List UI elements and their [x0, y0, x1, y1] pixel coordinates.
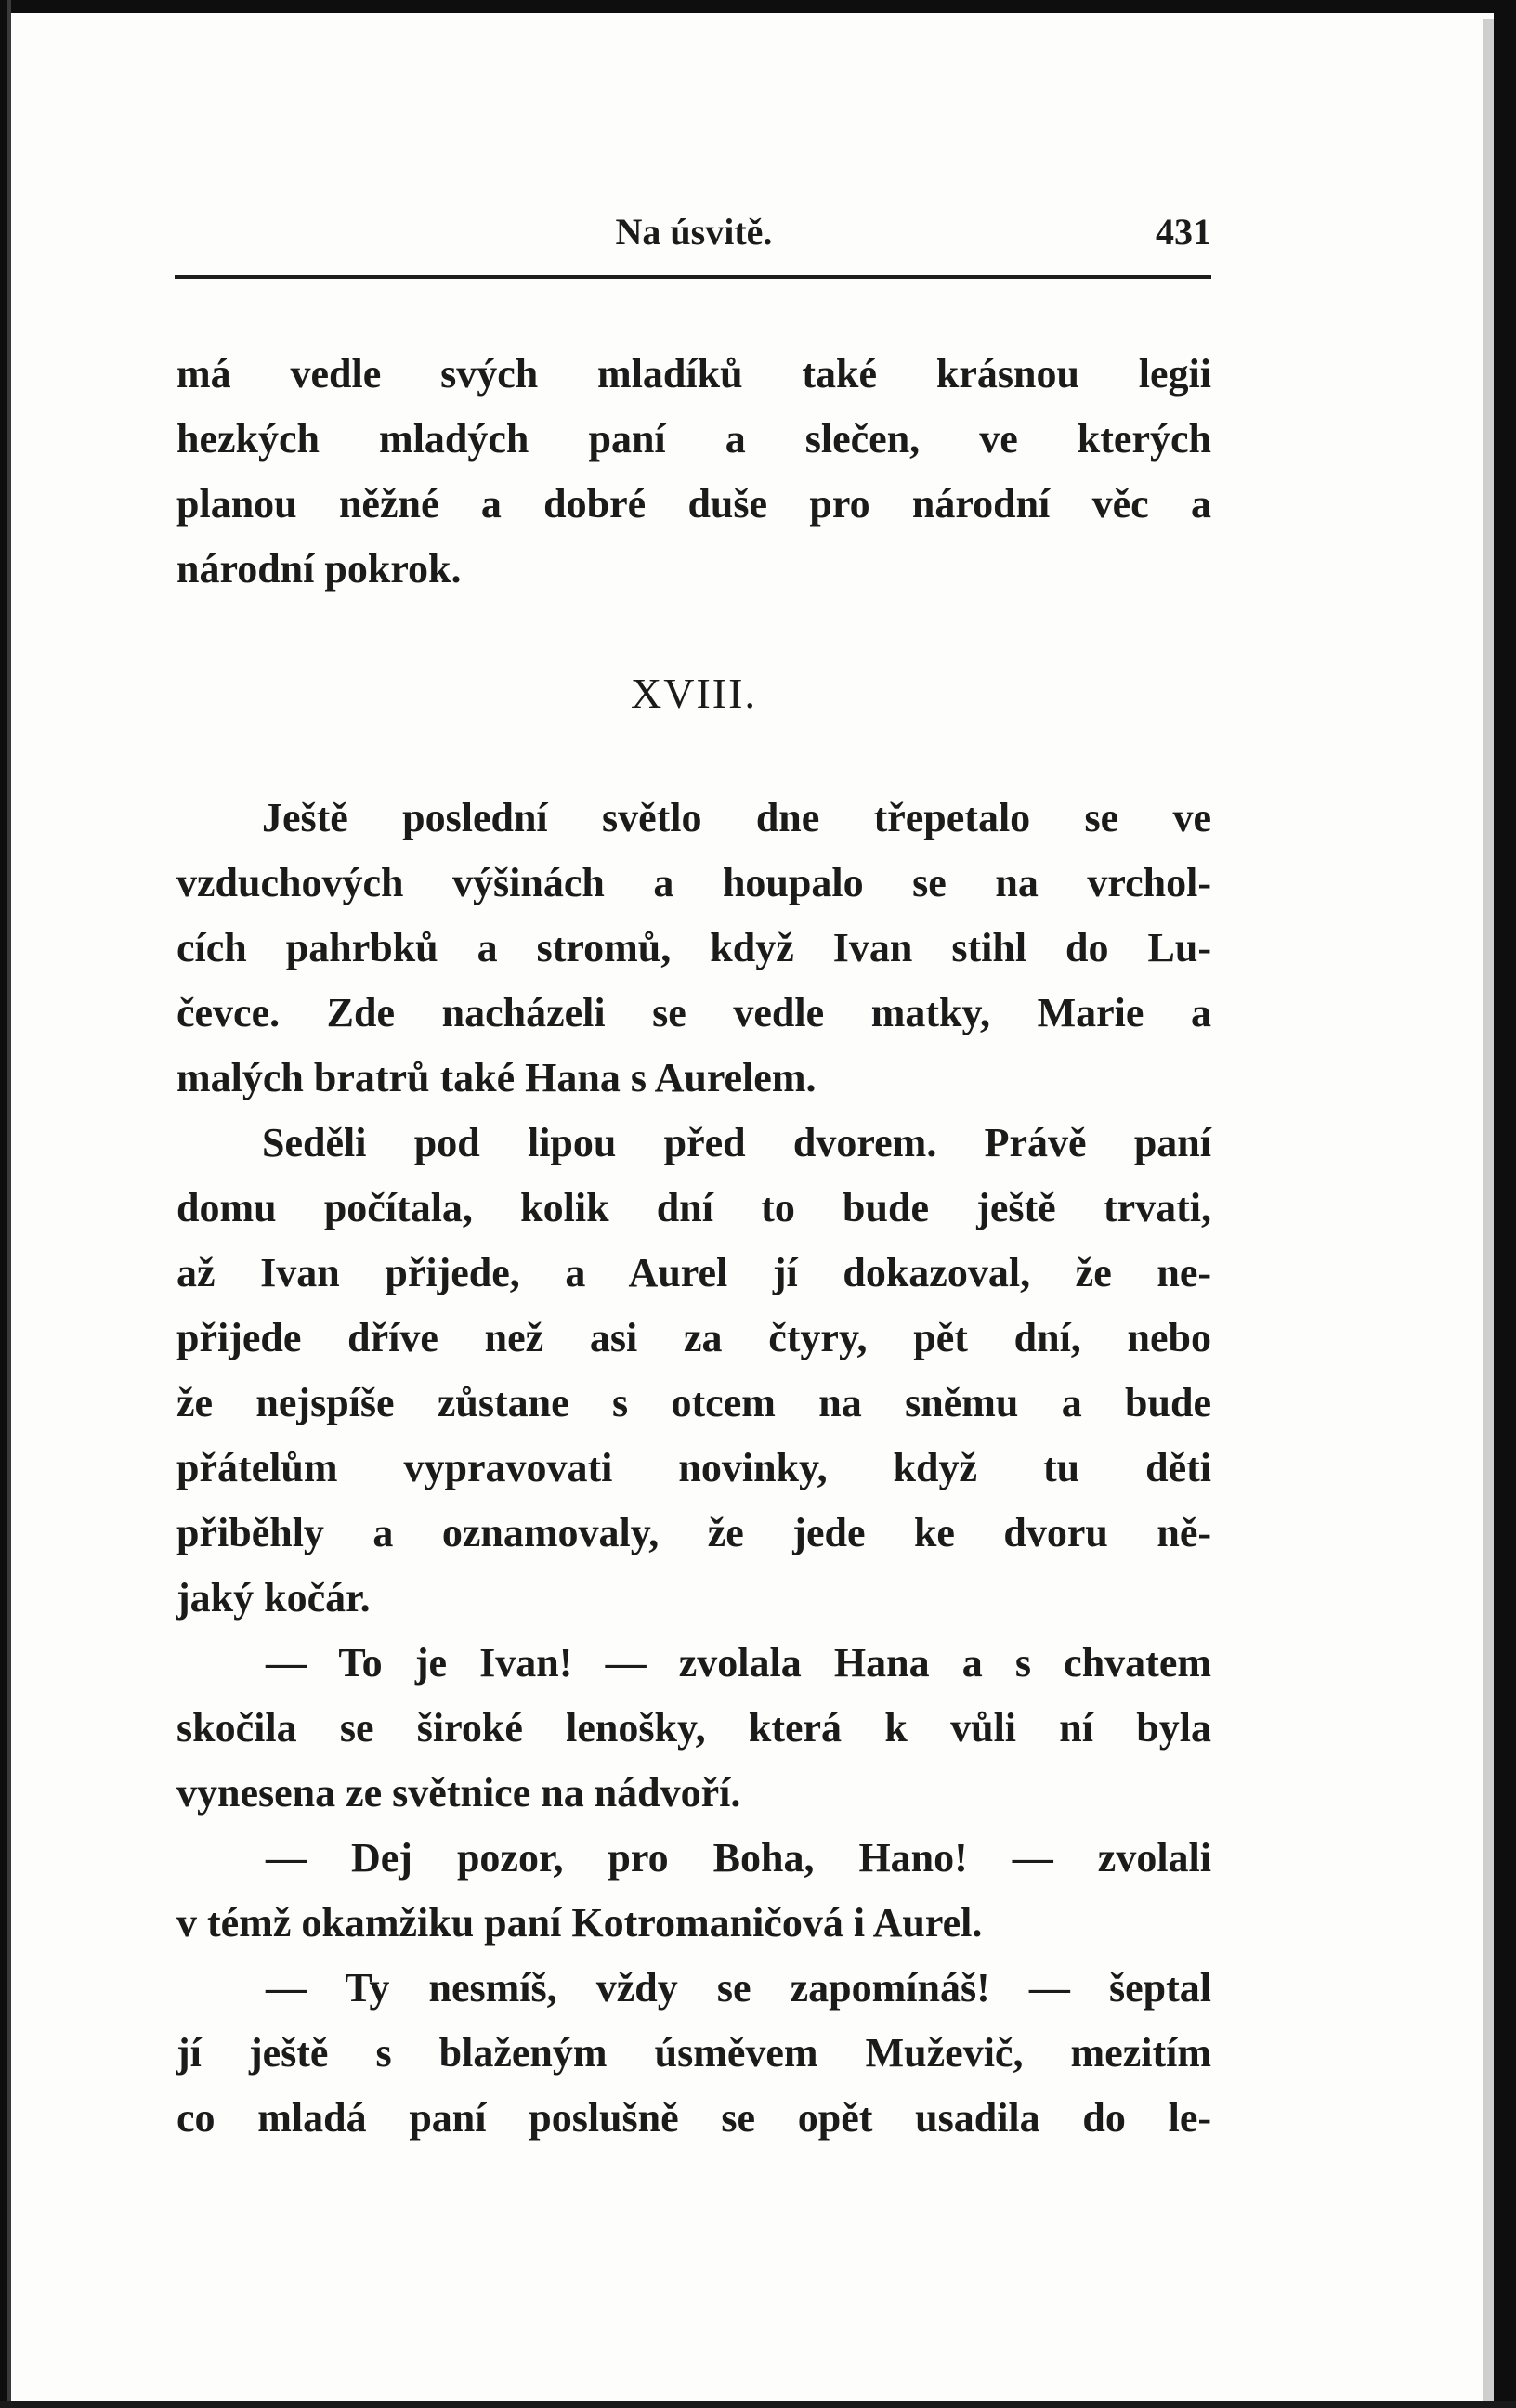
text-line: čevce. Zde nacházeli se vedle matky, Marie a [176, 990, 1211, 1035]
text-line: v témž okamžiku paní Kotromaničová i Aurel. [176, 1900, 983, 1946]
text-line: přátelům vypravovati novinky, když tu děti [176, 1445, 1211, 1490]
paragraph [176, 1826, 1211, 1956]
text-line: malých bratrů také Hana s Aurelem. [176, 1055, 817, 1100]
scan-border-right-shadow [1483, 19, 1494, 2408]
paragraph [176, 342, 1211, 602]
text-line: přijede dříve než asi za čtyry, pět dní, nebo [176, 1315, 1211, 1360]
text-line: domu počítala, kolik dní to bude ještě trvati, [176, 1185, 1211, 1230]
page-header [176, 210, 1211, 266]
text-line: — To je Ivan! — zvolala Hana a s chvatem [266, 1640, 1211, 1686]
scan-border-right [1494, 0, 1516, 2408]
scan-border-bottom [0, 2401, 1516, 2408]
text-line: vynesena ze světnice na nádvoří. [176, 1770, 741, 1816]
page-number: 431 [1156, 211, 1211, 253]
text-line: národní pokrok. [176, 546, 462, 592]
text-line: jí ještě s blaženým úsměvem Muževič, mezitím [176, 2030, 1211, 2076]
text-line: přiběhly a oznamovaly, že jede ke dvoru ně- [176, 1510, 1211, 1555]
chapter-heading: XVIII. [631, 670, 757, 717]
paragraph [176, 1631, 1211, 1826]
text-line: hezkých mladých paní a slečen, ve kterých [176, 416, 1211, 462]
text-line: planou něžné a dobré duše pro národní věc a [176, 481, 1211, 527]
paragraph [176, 1956, 1211, 2151]
text-line: cích pahrbků a stromů, když Ivan stihl do Lu- [176, 925, 1211, 970]
scan-border-left [0, 0, 7, 2408]
text-line: Seděli pod lipou před dvorem. Právě paní [262, 1120, 1211, 1165]
text-line: skočila se široké lenošky, která k vůli ní byla [176, 1705, 1211, 1751]
paragraph [176, 1111, 1211, 1631]
text-line: že nejspíše zůstane s otcem na sněmu a bude [176, 1380, 1211, 1425]
text-line: jaký kočár. [176, 1575, 371, 1621]
body-text [176, 342, 1211, 2151]
header-rule [175, 275, 1211, 279]
text-line: — Dej pozor, pro Boha, Hano! — zvolali [266, 1835, 1211, 1881]
text-line: vzduchových výšinách a houpalo se na vrchol- [176, 860, 1211, 905]
text-line: má vedle svých mladíků také krásnou legii [176, 351, 1211, 397]
scan-border-top [0, 0, 1516, 13]
text-line: — Ty nesmíš, vždy se zapomínáš! — šeptal [266, 1965, 1211, 2011]
text-line: Ještě poslední světlo dne třepetalo se ve [262, 795, 1211, 840]
running-title: Na úsvitě. [615, 211, 773, 253]
paragraph [176, 786, 1211, 1111]
scan-border-left-shadow [7, 0, 11, 2408]
text-line: až Ivan přijede, a Aurel jí dokazoval, že ne- [176, 1250, 1211, 1295]
text-line: co mladá paní poslušně se opět usadila do le- [176, 2095, 1211, 2141]
